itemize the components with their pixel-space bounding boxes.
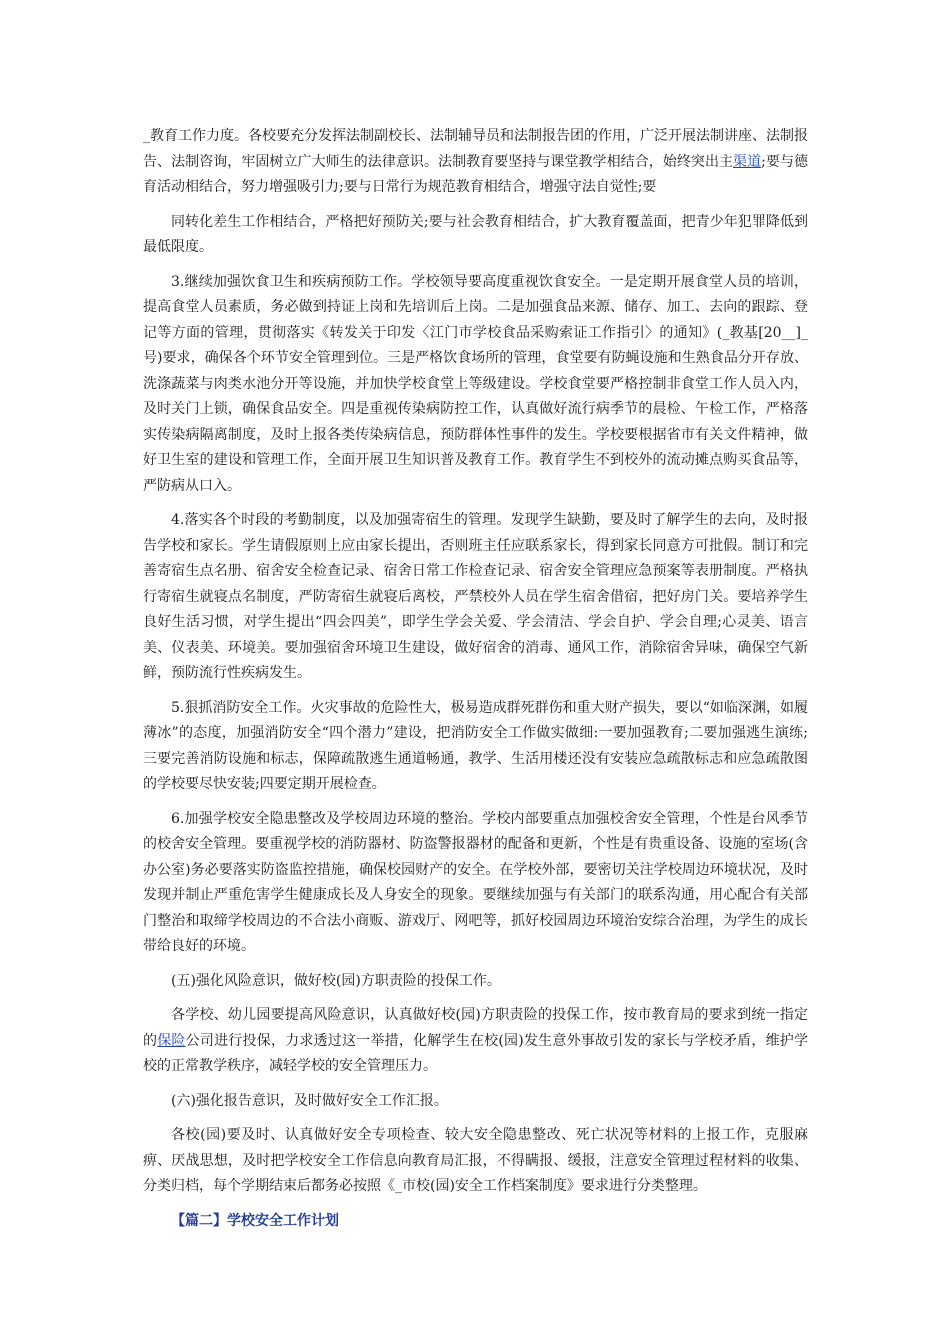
paragraph-fire-safety: 5.狠抓消防安全工作。火灾事故的危险性大，极易造成群死群伤和重大财产损失，要以“如临深渊，如履薄冰”的态度，加强消防安全“四个潜力”建设，把消防安全工作做实做细:一要加强教育;二要加强逃生演练;三要完善消防设施和标志，保障疏散逃生通道畅通，教学、生活用楼还没有安装应急疏散标志和应急疏散图的学校要尽快安装;四要定期开展检查。 [143,699,808,792]
section-heading: 【篇二】学校安全工作计划 [171,1212,339,1229]
paragraph-food-safety: 3.继续加强饮食卫生和疾病预防工作。学校领导要高度重视饮食安全。一是定期开展食堂人员的培训，提高食堂人员素质，务必做到持证上岗和先培训后上岗。二是加强食品来源、储存、加工、去向的跟踪、登记等方面的管理，贯彻落实《转发关于印发〈江门市学校食品采购索证工作指引〉的通知》(_教基[20__]_号)要求，确保各个环节安全管理到位。三是严格饮食场所的管理，食堂要有防蝇设施和生熟食品分开存放、洗涤蔬菜与肉类水池分开等设施，并加快学校食堂上等级建设。学校食堂要严格控制非食堂工作人员入内，及时关门上锁，确保食品安全。四是重视传染病防控工作，认真做好流行病季节的晨检、午检工作，严格落实传染病隔离制度，及时上报各类传染病信息，预防群体性事件的发生。学校要根据省市有关文件精神，做好卫生室的建设和管理工作，全面开展卫生知识普及教育工作。教育学生不到校外的流动摊点购买食品等，严防病从口入。 [143,273,808,494]
link-insurance[interactable]: 保险 [157,1032,186,1049]
paragraph-2: 同转化差生工作相结合，严格把好预防关;要与社会教育相结合，扩大教育覆盖面，把青少年犯罪降低到最低限度。 [143,213,808,255]
subheading-risk-awareness: (五)强化风险意识，做好校(园)方职责险的投保工作。 [171,972,501,989]
paragraph-1: _教育工作力度。各校要充分发挥法制副校长、法制辅导员和法制报告团的作用，广泛开展法制讲座、法制报告、法制咨询，牢固树立广大师生的法律意识。法制教育要坚持与课堂教学相结合，始终突出主渠道;要与德育活动相结合，努力增强吸引力;要与日常行为规范教育相结合，增强守法自觉性;要 [143,128,809,195]
paragraph-reporting: 各校(园)要及时、认真做好安全专项检查、较大安全隐患整改、死亡状况等材料的上报工作，克服麻痹、厌战思想，及时把学校安全工作信息向教育局汇报，不得瞒报、缓报，注意安全管理过程材料的收集、分类归档，每个学期结束后都务必按照《_市校(园)安全工作档案制度》要求进行分类整理。 [143,1127,808,1194]
document-body [143,124,808,1243]
paragraph-hazard-rectification: 6.加强学校安全隐患整改及学校周边环境的整治。学校内部要重点加强校舍安全管理，个性是台风季节的校舍安全管理。要重视学校的消防器材、防盗警报器材的配备和更新，个性是有贵重设备、设施的室场(含办公室)务必要落实防盗监控措施，确保校园财产的安全。在学校外部，要密切关注学校周边环境状况，及时发现并制止严重危害学生健康成长及人身安全的现象。要继续加强与有关部门的联系沟通，用心配合有关部门整治和取缔学校周边的不合法小商贩、游戏厅、网吧等，抓好校园周边环境治安综合治理，为学生的成长带给良好的环境。 [143,810,808,954]
link-channel[interactable]: 渠道 [733,153,762,170]
subheading-reporting: (六)强化报告意识，及时做好安全工作汇报。 [171,1092,448,1109]
paragraph-insurance: 各学校、幼儿园要提高风险意识，认真做好校(园)方职责险的投保工作，按市教育局的要求到统一指定的保险公司进行投保，力求透过这一举措，化解学生在校(园)发生意外事故引发的家长与学校矛盾，维护学校的正常教学秩序，减轻学校的安全管理压力。 [143,1007,809,1074]
paragraph-attendance: 4.落实各个时段的考勤制度，以及加强寄宿生的管理。发现学生缺勤，要及时了解学生的去向，及时报告学校和家长。学生请假原则上应由家长提出，否则班主任应联系家长，得到家长同意方可批假。制订和完善寄宿生点名册、宿舍安全检查记录、宿舍日常工作检查记录、宿舍安全管理应急预案等表册制度。严格执行寄宿生就寝点名制度，严防寄宿生就寝后离校，严禁校外人员在学生宿舍借宿，把好房门关。要培养学生良好生活习惯，对学生提出“四会四美”，即学生学会关爱、学会清洁、学会自护、学会自理;心灵美、语言美、仪表美、环境美。要加强宿舍环境卫生建设，做好宿舍的消毒、通风工作，消除宿舍异味，确保空气新鲜，预防流行性疾病发生。 [143,512,808,681]
